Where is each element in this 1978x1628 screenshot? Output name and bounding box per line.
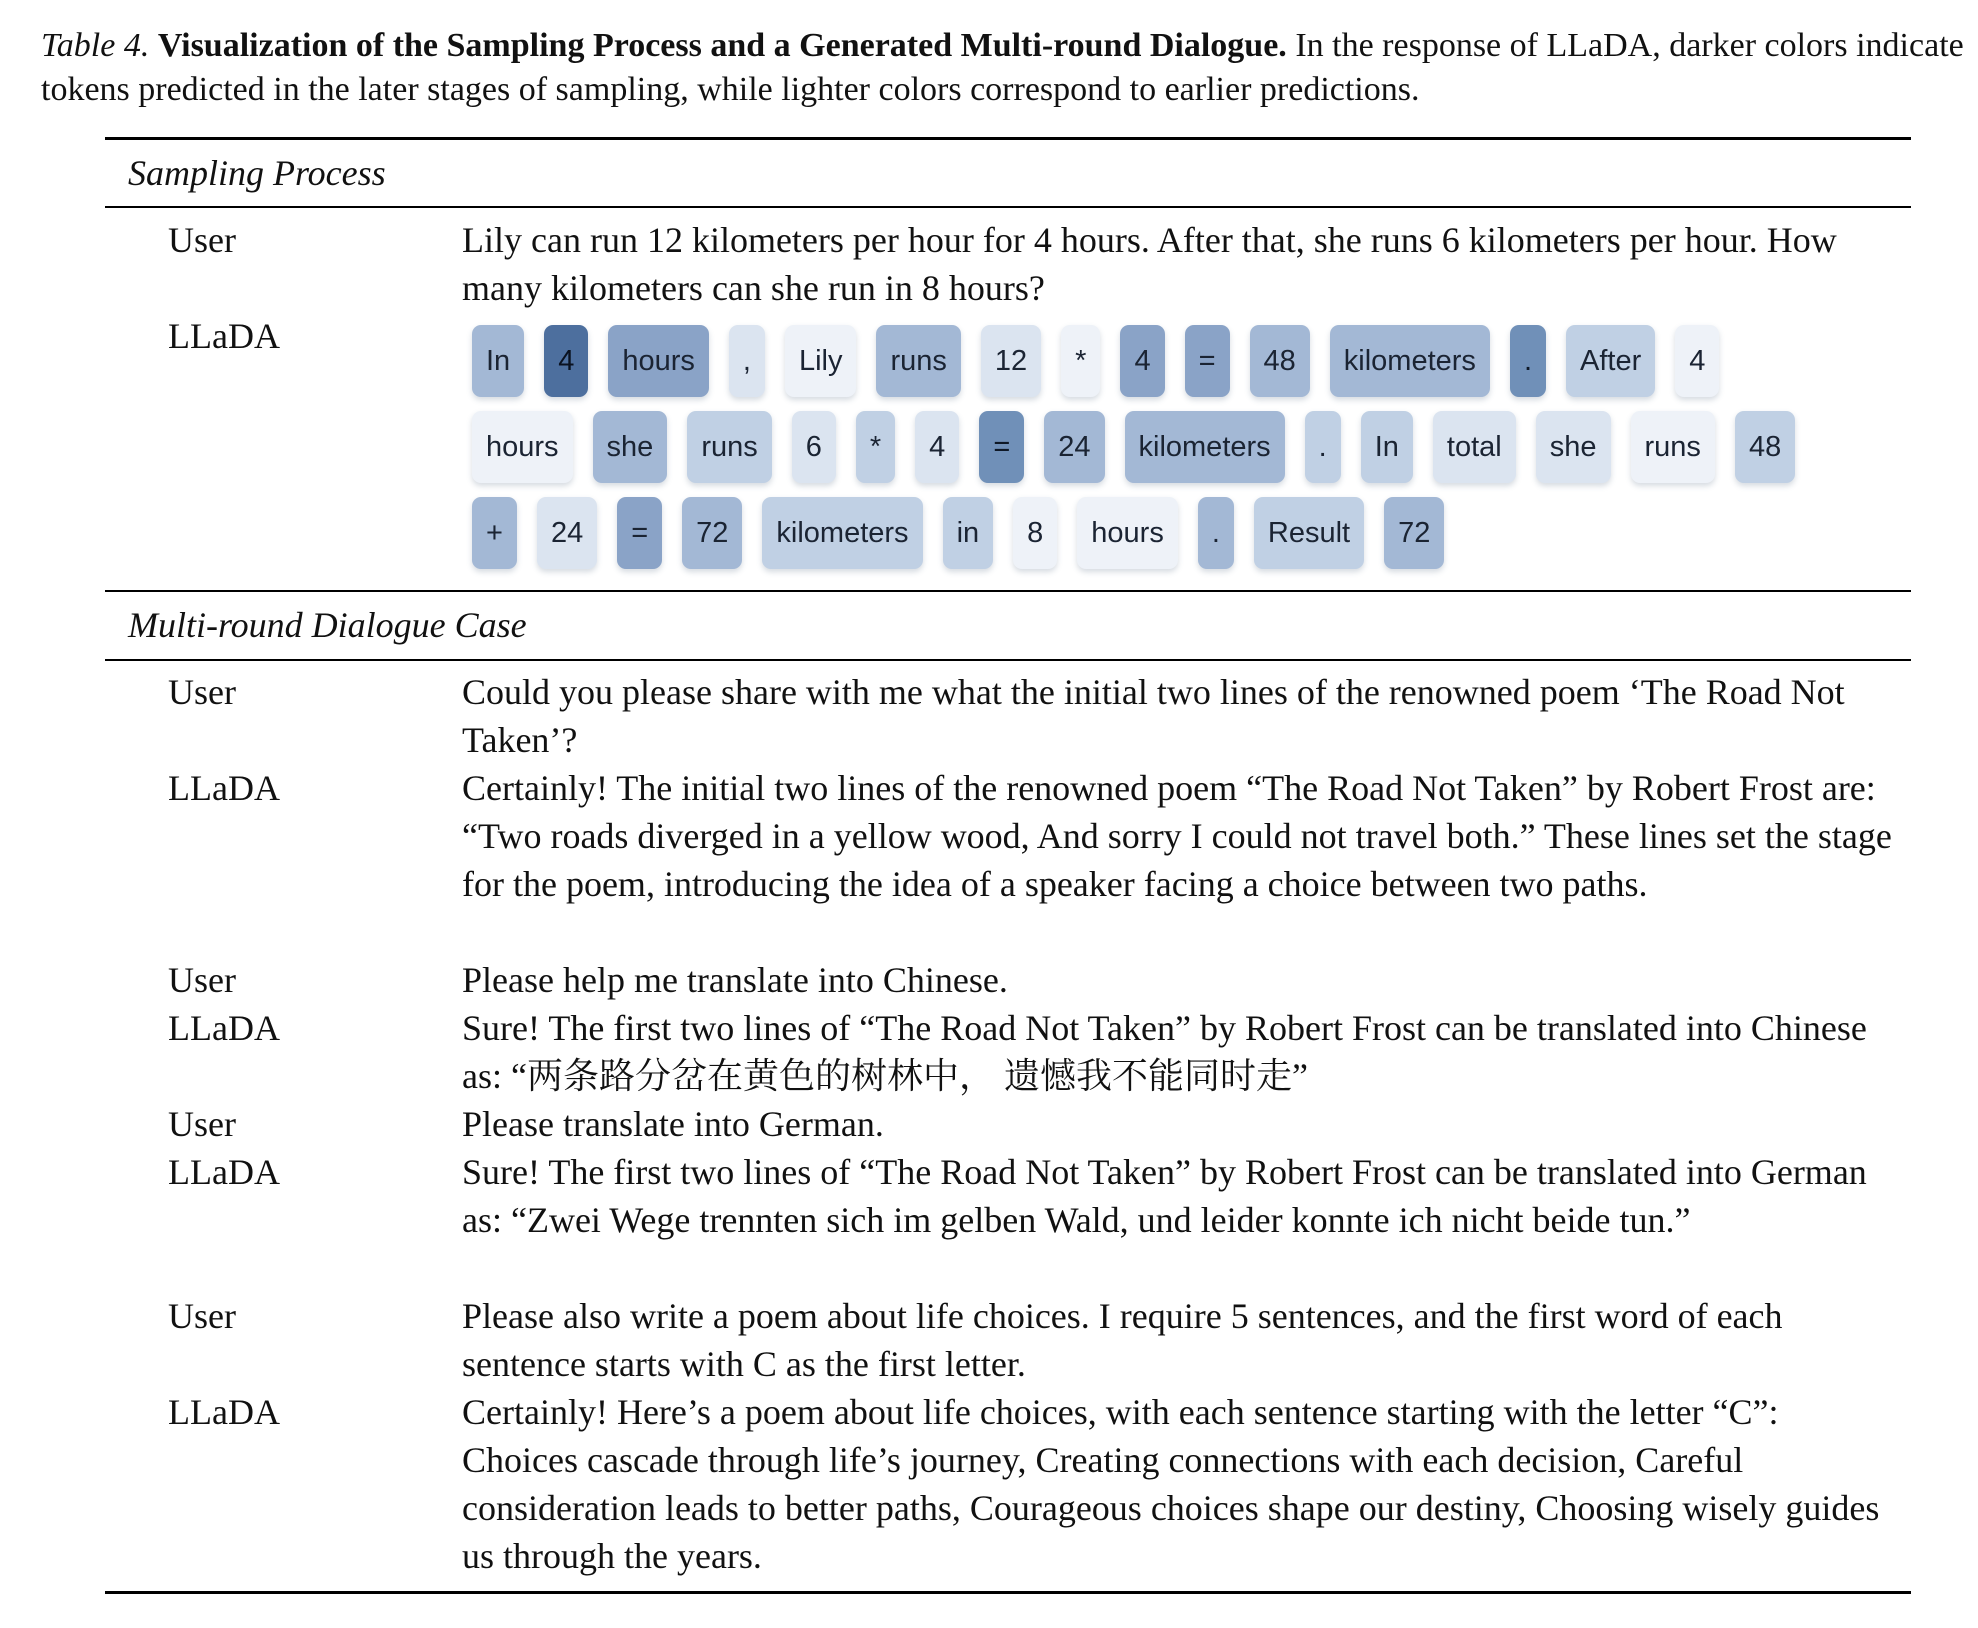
sampling-token-grid: [472, 325, 1922, 583]
caption-title: Visualization of the Sampling Process and a Generated Multi-round Dialogue.: [157, 27, 1287, 64]
token-chip: runs: [876, 325, 960, 397]
token-row: [472, 411, 1922, 483]
token-chip: 48: [1250, 325, 1310, 397]
token-chip: 4: [915, 411, 959, 483]
table-caption: [41, 24, 1971, 112]
dialogue-speaker: User: [168, 1104, 236, 1144]
dialogue-utterance: Certainly! Here’s a poem about life choices, with each sentence starting with the letter “C”: Choices cascade through life’s journey, Creating connections with each decision, Careful consideration leads to better paths, Courageous choices shape our destiny, Choosing wisely guides us through the years.: [462, 1392, 1880, 1576]
token-chip: she: [1536, 411, 1611, 483]
token-chip: hours: [608, 325, 709, 397]
dialogue-speaker: LLaDA: [168, 1392, 280, 1432]
token-chip: *: [1061, 325, 1100, 397]
token-chip: ,: [729, 325, 765, 397]
token-chip: .: [1510, 325, 1546, 397]
dialogue-section-heading: Multi-round Dialogue Case: [128, 605, 527, 645]
token-chip: 4: [1120, 325, 1164, 397]
token-chip: 24: [1044, 411, 1104, 483]
dialogue-utterance: Sure! The first two lines of “The Road Not Taken” by Robert Frost can be translated into German as: “Zwei Wege trennten sich im gelben Wald, und leider konnte ich nicht beide tun.”: [462, 1152, 1867, 1240]
token-chip: runs: [1631, 411, 1715, 483]
token-chip: 72: [682, 497, 742, 569]
token-chip: kilometers: [1125, 411, 1285, 483]
token-chip: 4: [1675, 325, 1719, 397]
sampling-user-label: User: [168, 220, 236, 260]
caption-label: Table 4.: [41, 27, 150, 64]
token-chip: Lily: [785, 325, 857, 397]
dialogue-utterance: Please translate into German.: [462, 1104, 884, 1144]
token-chip: 72: [1384, 497, 1444, 569]
token-chip: .: [1198, 497, 1234, 569]
sampling-section-heading: Sampling Process: [128, 153, 386, 193]
token-chip: 6: [792, 411, 836, 483]
dialogue-utterance: Sure! The first two lines of “The Road Not Taken” by Robert Frost can be translated into Chinese as: “两条路分岔在黄色的树林中， 遗憾我不能同时走”: [462, 1008, 1867, 1096]
token-chip: 24: [537, 497, 597, 569]
token-chip: =: [617, 497, 662, 569]
sampling-header-rule: [105, 206, 1911, 208]
dialogue-speaker: User: [168, 1296, 236, 1336]
token-row: [472, 497, 1922, 569]
token-chip: *: [856, 411, 895, 483]
token-chip: 48: [1735, 411, 1795, 483]
token-chip: hours: [1077, 497, 1178, 569]
dialogue-utterance: Please also write a poem about life choices. I require 5 sentences, and the first word of each sentence starts with C as the first letter.: [462, 1296, 1783, 1384]
dialogue-speaker: LLaDA: [168, 768, 280, 808]
token-chip: =: [979, 411, 1024, 483]
dialogue-speaker: LLaDA: [168, 1008, 280, 1048]
token-chip: After: [1566, 325, 1655, 397]
token-chip: 4: [544, 325, 588, 397]
token-chip: =: [1185, 325, 1230, 397]
token-row: [472, 325, 1922, 397]
bottom-rule: [105, 1591, 1911, 1594]
token-chip: +: [472, 497, 517, 569]
dialogue-speaker: LLaDA: [168, 1152, 280, 1192]
dialogue-speaker: User: [168, 960, 236, 1000]
sampling-user-text: Lily can run 12 kilometers per hour for 4 hours. After that, she runs 6 kilometers per hour. How many kilometers can she run in 8 hours?: [462, 220, 1837, 308]
token-chip: she: [593, 411, 668, 483]
token-chip: .: [1305, 411, 1341, 483]
caption-text: In the response of LLaDA, darker colors indicate tokens predicted in the later stages of sampling, while lighter colors correspond to earlier predictions.: [41, 27, 1964, 108]
token-chip: in: [943, 497, 994, 569]
dialogue-utterance: Certainly! The initial two lines of the renowned poem “The Road Not Taken” by Robert Frost are: “Two roads diverged in a yellow wood, And sorry I could not travel both.” These lines set the stage for the poem, introducing the idea of a speaker facing a choice between two paths.: [462, 768, 1892, 904]
sampling-llada-label: LLaDA: [168, 316, 280, 356]
token-chip: hours: [472, 411, 573, 483]
token-chip: Result: [1254, 497, 1364, 569]
token-chip: total: [1433, 411, 1516, 483]
token-chip: kilometers: [762, 497, 922, 569]
token-chip: 8: [1013, 497, 1057, 569]
token-chip: 12: [981, 325, 1041, 397]
dialogue-utterance: Please help me translate into Chinese.: [462, 960, 1008, 1000]
token-chip: In: [472, 325, 524, 397]
section-divider-rule: [105, 590, 1911, 592]
dialogue-speaker: User: [168, 672, 236, 712]
top-rule: [105, 137, 1911, 140]
dialogue-header-rule: [105, 659, 1911, 661]
token-chip: runs: [687, 411, 771, 483]
token-chip: kilometers: [1330, 325, 1490, 397]
token-chip: In: [1361, 411, 1413, 483]
dialogue-utterance: Could you please share with me what the initial two lines of the renowned poem ‘The Road Not Taken’?: [462, 672, 1845, 760]
